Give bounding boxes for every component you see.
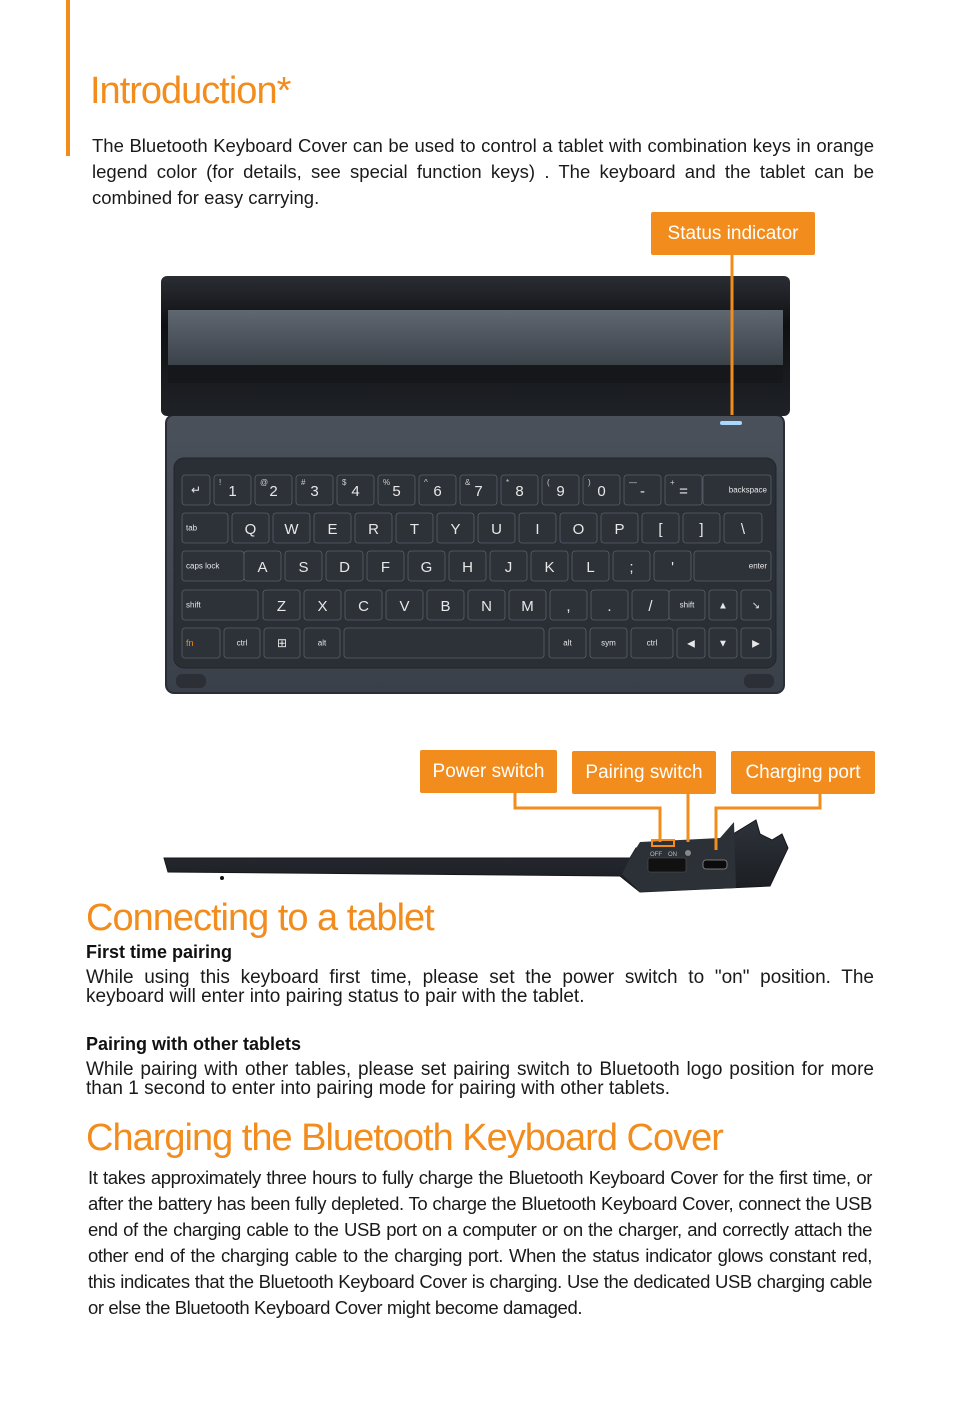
key-label: alt bbox=[563, 638, 572, 648]
key-shift-label: ) bbox=[588, 478, 591, 487]
key-label: shift bbox=[679, 600, 695, 610]
keyboard-top-view bbox=[161, 276, 790, 693]
key-label: M bbox=[521, 598, 534, 615]
key-shift-label: & bbox=[465, 478, 471, 487]
key-label: ↘ bbox=[751, 600, 761, 612]
key-label: P bbox=[614, 521, 625, 538]
other-pairing-heading: Pairing with other tablets bbox=[86, 1034, 302, 1054]
switch-on-label: ON bbox=[668, 852, 677, 858]
key-shift-label: ! bbox=[219, 478, 222, 487]
key-label: F bbox=[380, 559, 391, 576]
key-label: , bbox=[566, 598, 571, 615]
status-led bbox=[720, 421, 742, 425]
status-indicator-callout: Status indicator bbox=[651, 212, 815, 255]
switch-off-label: OFF bbox=[650, 852, 662, 858]
key-shift-label: ^ bbox=[424, 478, 428, 487]
key-label: Y bbox=[450, 521, 461, 538]
key-label: ◀ bbox=[687, 638, 695, 650]
key-label: K bbox=[544, 559, 555, 576]
power-switch-slider bbox=[648, 858, 686, 872]
key-label: C bbox=[358, 598, 369, 615]
keyboard-side-view bbox=[164, 820, 788, 892]
key-label: enter bbox=[748, 561, 767, 571]
charging-port-callout: Charging port bbox=[731, 751, 875, 794]
key-label: G bbox=[420, 559, 433, 576]
key-label: T bbox=[409, 521, 420, 538]
key-label: [ bbox=[658, 521, 663, 538]
key-label: W bbox=[284, 521, 299, 538]
key-label: ↵ bbox=[190, 483, 202, 497]
key-label: ctrl bbox=[646, 638, 658, 648]
key bbox=[344, 628, 544, 658]
first-pairing-heading: First time pairing bbox=[86, 942, 233, 962]
key-label: N bbox=[481, 598, 492, 615]
key-label: D bbox=[339, 559, 350, 576]
key-label: E bbox=[327, 521, 338, 538]
pairing-switch-callout: Pairing switch bbox=[572, 751, 716, 794]
key-grid bbox=[182, 475, 771, 658]
key-label: backspace bbox=[728, 485, 767, 495]
bluetooth-icon bbox=[685, 850, 691, 856]
key-label: I bbox=[535, 521, 540, 538]
key-label: O bbox=[572, 521, 585, 538]
key-label: ] bbox=[699, 521, 704, 538]
key-shift-label: # bbox=[301, 478, 306, 487]
key-shift-label: % bbox=[383, 478, 391, 487]
key-label: - bbox=[640, 483, 645, 500]
key-label: ▲ bbox=[718, 600, 728, 612]
key-label: A bbox=[257, 559, 268, 576]
key-shift-label: * bbox=[506, 478, 510, 487]
intro-paragraph: The Bluetooth Keyboard Cover can be used to control a tablet with combination keys in orange legend color (for details, see special function keys) . The keyboard and the tablet can be combined for easy carrying. bbox=[92, 135, 874, 208]
key-label: X bbox=[317, 598, 328, 615]
other-pairing-text: While pairing with other tables, please set pairing switch to Bluetooth logo position for more than 1 second to enter into pairing mode for pairing with other tablets. bbox=[86, 1059, 874, 1099]
power-switch-callout: Power switch bbox=[420, 750, 557, 793]
charging-paragraph: It takes approximately three hours to fully charge the Bluetooth Keyboard Cover for the first time, or after the battery has been fully depleted. To charge the Bluetooth Keyboard Cover, connect the USB end of the charging cable to the USB port on a computer or on the charger, and correctly attach the other end of the charging cable to the charging port. When the status indicator glows constant red, this indicates that the Bluetooth Keyboard Cover is charging. Use the dedicated USB charging cable or else the Bluetooth Keyboard Cover might become damaged. bbox=[88, 1167, 872, 1318]
key-label: L bbox=[586, 559, 595, 576]
key-label: tab bbox=[186, 523, 198, 533]
key-label: = bbox=[679, 483, 688, 500]
key-label: ⊞ bbox=[276, 636, 288, 650]
key-shift-label: ( bbox=[547, 478, 550, 487]
usb-port-icon bbox=[703, 860, 727, 869]
key-label: shift bbox=[186, 600, 201, 610]
key-label: V bbox=[399, 598, 410, 615]
key-label: alt bbox=[317, 638, 327, 648]
key-shift-label: $ bbox=[342, 478, 347, 487]
first-pairing-text: While using this keyboard first time, please set the power switch to "on" position. The keyboard will enter into pairing status to pair with the tablet. bbox=[86, 967, 874, 1007]
key-label: H bbox=[462, 559, 473, 576]
key-label: 6 bbox=[433, 483, 442, 500]
key-label: 1 bbox=[228, 483, 237, 500]
key-label: ; bbox=[629, 559, 634, 576]
key-label: Q bbox=[244, 521, 257, 538]
key-label: caps lock bbox=[186, 561, 220, 571]
key-label: 2 bbox=[269, 483, 278, 500]
key-label: Z bbox=[276, 598, 287, 615]
key-label: R bbox=[368, 521, 379, 538]
key-label: ▼ bbox=[718, 638, 728, 650]
key-label: ▶ bbox=[752, 638, 760, 650]
key-label: fn bbox=[186, 638, 194, 648]
intro-title: Introduction* bbox=[90, 70, 291, 112]
key-label: 5 bbox=[392, 483, 401, 500]
key-label: ' bbox=[671, 559, 674, 576]
key-shift-label: @ bbox=[260, 478, 269, 487]
key-label: . bbox=[607, 598, 612, 615]
key-shift-label: — bbox=[629, 478, 637, 487]
charging-title: Charging the Bluetooth Keyboard Cover bbox=[86, 1117, 723, 1159]
key-label: 7 bbox=[474, 483, 483, 500]
key-label: S bbox=[298, 559, 309, 576]
key-label: U bbox=[491, 521, 502, 538]
connecting-title: Connecting to a tablet bbox=[86, 897, 434, 939]
key-label: ctrl bbox=[236, 638, 248, 648]
key-shift-label: + bbox=[670, 478, 675, 487]
key-label: / bbox=[648, 598, 653, 615]
tablet-stand bbox=[168, 310, 783, 365]
key-label: 8 bbox=[515, 483, 524, 500]
key-label: 0 bbox=[597, 483, 606, 500]
key-label: J bbox=[504, 559, 513, 576]
key-label: sym bbox=[601, 638, 616, 648]
key-label: 9 bbox=[556, 483, 565, 500]
key-label: 4 bbox=[351, 483, 360, 500]
key-label: 3 bbox=[310, 483, 319, 500]
key-label: \ bbox=[740, 521, 746, 538]
key-label: B bbox=[440, 598, 451, 615]
